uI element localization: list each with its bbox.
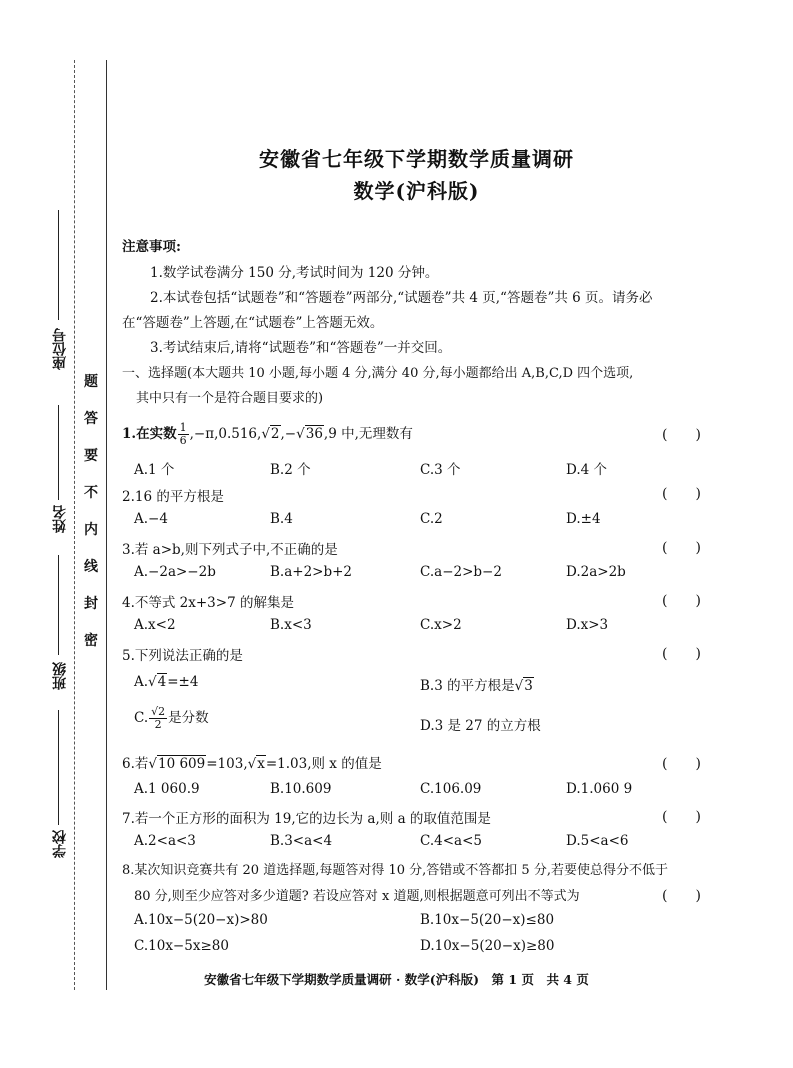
class-blank xyxy=(58,555,59,655)
seal-char: 不 xyxy=(84,485,98,501)
question-3-stem: 3.若 a>b,则下列式子中,不正确的是 xyxy=(122,542,338,558)
option: C. $\frac{√2}{2}$ 是分数 xyxy=(134,705,209,731)
notice-item: 3.考试结束后,请将“试题卷”和“答题卷”一并交回。 xyxy=(150,340,452,356)
school-blank xyxy=(58,710,59,825)
option: A.√4=±4 xyxy=(134,674,199,690)
option: A.10x−5(20−x)>80 xyxy=(134,912,268,928)
seal-char: 内 xyxy=(84,522,98,538)
option: D.1.060 9 xyxy=(566,781,633,797)
seal-char: 线 xyxy=(84,559,98,575)
option: D.±4 xyxy=(566,511,601,527)
name-label: 姓名 xyxy=(52,505,68,533)
page-title: 安徽省七年级下学期数学质量调研 xyxy=(259,147,574,171)
fraction: $\frac{√2}{2}$ xyxy=(151,705,166,731)
sqrt: √36 xyxy=(296,426,323,442)
seal-char: 答 xyxy=(84,411,98,427)
question-1-stem: 1.在实数 $\frac{1}{6}$ ,−π,0.516,√2,−√36,9 中,无理数有 xyxy=(122,421,413,447)
option: A.2<a<3 xyxy=(134,833,196,849)
question-8-stem-cont: 80 分,则至少应答对多少道题? 若设应答对 x 道题,则根据题意可列出不等式为 xyxy=(134,889,580,904)
sqrt: √x xyxy=(247,756,265,772)
option: C.4<a<5 xyxy=(420,833,482,849)
seat-number-blank xyxy=(58,210,59,320)
q1-pre: 1.在实数 xyxy=(122,426,177,442)
answer-paren: ( ) xyxy=(662,888,701,904)
option: C.a−2>b−2 xyxy=(420,564,502,580)
notice-item: 在“答题卷”上答题,在“试题卷”上答题无效。 xyxy=(122,315,384,331)
answer-paren: ( ) xyxy=(662,756,701,772)
option: D.3 是 27 的立方根 xyxy=(420,718,541,734)
option: D.5<a<6 xyxy=(566,833,629,849)
answer-paren: ( ) xyxy=(662,646,701,662)
option: A.−2a>−2b xyxy=(134,564,216,580)
question-4-stem: 4.不等式 2x+3>7 的解集是 xyxy=(122,595,294,611)
question-7-stem: 7.若一个正方形的面积为 19,它的边长为 a,则 a 的取值范围是 xyxy=(122,811,491,827)
seal-char: 封 xyxy=(84,596,98,612)
option: B.2 个 xyxy=(270,462,311,478)
option: C.106.09 xyxy=(420,781,482,797)
seal-char: 要 xyxy=(84,448,98,464)
answer-paren: ( ) xyxy=(662,486,701,502)
option: B.10x−5(20−x)≤80 xyxy=(420,912,555,928)
fraction: $\frac{1}{6}$ xyxy=(179,421,187,447)
seal-char: 密 xyxy=(84,633,98,649)
page-subtitle: 数学(沪科版) xyxy=(353,179,480,203)
answer-paren: ( ) xyxy=(662,540,701,556)
question-2-stem: 2.16 的平方根是 xyxy=(122,489,224,505)
option: C.10x−5x≥80 xyxy=(134,938,229,954)
option: A.x<2 xyxy=(134,617,176,633)
school-label: 学校 xyxy=(52,830,68,858)
option: B.3<a<4 xyxy=(270,833,333,849)
option: D.4 个 xyxy=(566,462,608,478)
answer-paren: ( ) xyxy=(662,427,701,443)
option: B.10.609 xyxy=(270,781,332,797)
option: D.10x−5(20−x)≥80 xyxy=(420,938,555,954)
option: B.3 的平方根是√3 xyxy=(420,678,533,694)
class-label: 班级 xyxy=(52,662,68,690)
option: B.4 xyxy=(270,511,293,527)
question-5-stem: 5.下列说法正确的是 xyxy=(122,648,243,664)
option: B.a+2>b+2 xyxy=(270,564,353,580)
section-header: 一、选择题(本大题共 10 小题,每小题 4 分,满分 40 分,每小题都给出 A,B,C,D 四个选项, xyxy=(122,366,634,381)
option: D.x>3 xyxy=(566,617,609,633)
option: C.3 个 xyxy=(420,462,461,478)
name-blank xyxy=(58,405,59,500)
section-header-cont: 其中只有一个是符合题目要求的) xyxy=(136,391,324,406)
sqrt: √3 xyxy=(514,678,533,694)
notice-item: 2.本试卷包括“试题卷”和“答题卷”两部分,“试题卷”共 4 页,“答题卷”共 6 页。请务必 xyxy=(150,290,653,306)
option: D.2a>2b xyxy=(566,564,626,580)
answer-paren: ( ) xyxy=(662,593,701,609)
question-8-stem: 8.某次知识竞赛共有 20 道选择题,每题答对得 10 分,答错或不答都扣 5 分,若要使总得分不低于 xyxy=(122,863,668,878)
seal-char: 题 xyxy=(84,374,98,390)
option: A.1 个 xyxy=(134,462,175,478)
option: C.x>2 xyxy=(420,617,462,633)
sqrt: √4 xyxy=(148,674,167,690)
notice-item: 1.数学试卷满分 150 分,考试时间为 120 分钟。 xyxy=(150,265,439,281)
option: A.1 060.9 xyxy=(134,781,200,797)
page-footer: 安徽省七年级下学期数学质量调研 · 数学(沪科版) 第 1 页 共 4 页 xyxy=(204,972,589,987)
option: C.2 xyxy=(420,511,443,527)
answer-paren: ( ) xyxy=(662,809,701,825)
sqrt: √2 xyxy=(261,426,280,442)
sqrt: √10 609 xyxy=(148,756,206,772)
notice-heading: 注意事项: xyxy=(122,239,181,255)
option: B.x<3 xyxy=(270,617,312,633)
question-6-stem: 6.若√10 609=103,√x=1.03,则 x 的值是 xyxy=(122,756,382,772)
option: A.−4 xyxy=(134,511,168,527)
seat-number-label: 座位号 xyxy=(52,328,68,370)
